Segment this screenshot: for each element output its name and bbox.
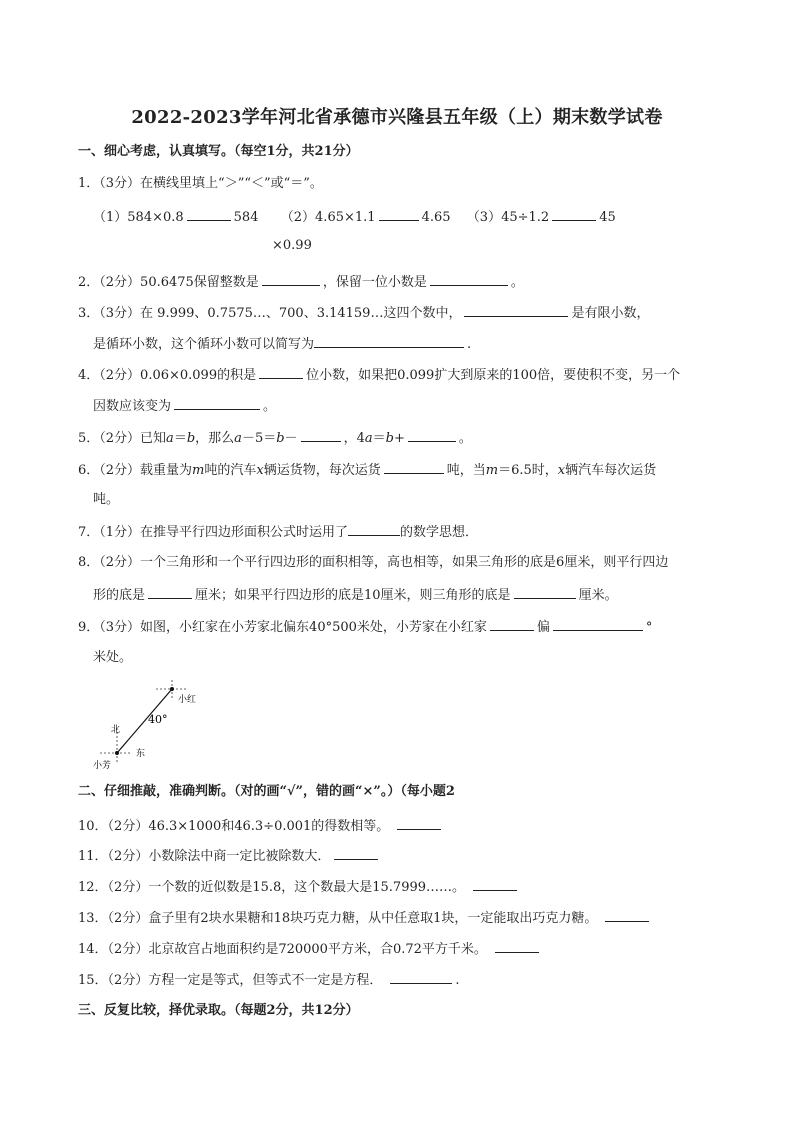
q5-var-b-3: b bbox=[385, 431, 394, 446]
q2-text-c: 。 bbox=[510, 275, 524, 290]
question-1-stem: 1．（3分）在横线里填上“＞”“＜”或“＝”。 bbox=[78, 176, 323, 191]
question-1-parts bbox=[93, 206, 616, 228]
q11-blank[interactable] bbox=[334, 845, 378, 860]
q5-text-b: ＝ bbox=[173, 431, 187, 446]
q6-var-m-2: m bbox=[485, 463, 499, 478]
q6-text-a: 6．（2分）载重量为 bbox=[78, 463, 193, 478]
q6-var-x-2: x bbox=[557, 463, 566, 478]
question-7 bbox=[78, 521, 478, 543]
q1-part2-blank[interactable] bbox=[379, 206, 419, 221]
q3-text-c: 是循环小数，这个循环小数可以简写为 bbox=[93, 337, 315, 352]
q9-text-c: ° bbox=[645, 620, 653, 635]
q6-text-c: 辆运货物，每次运货 bbox=[263, 463, 381, 478]
q1-part2-left: （2）4.65×1.1 bbox=[280, 210, 376, 225]
xiaohong-point bbox=[170, 687, 174, 691]
q1-part1-left: （1）584×0.8 bbox=[93, 210, 184, 225]
q4-text-d: 。 bbox=[263, 399, 277, 414]
q11-text: 11．（2分）小数除法中商一定比被除数大． bbox=[78, 849, 331, 864]
q3-text-d: . bbox=[467, 337, 472, 352]
q2-blank-1[interactable] bbox=[262, 271, 320, 286]
q3-text-b: 是有限小数， bbox=[571, 306, 650, 321]
q15-blank[interactable] bbox=[390, 969, 452, 984]
q7-blank[interactable] bbox=[348, 521, 400, 536]
q12-text: 12．（2分）一个数的近似数是15.8，这个数最大是15.7999……。 bbox=[78, 880, 466, 895]
q9-text-a: 9．（3分）如图，小红家在小芳家北偏东40°500米处，小芳家在小红家 bbox=[78, 620, 487, 635]
q8-text-c: 厘米；如果平行四边形的底是10厘米，则三角形的底是 bbox=[195, 588, 511, 603]
q4-text-c: 因数应该变为 bbox=[93, 399, 172, 414]
q14-blank[interactable] bbox=[495, 938, 539, 953]
label-east: 东 bbox=[136, 749, 146, 759]
q2-blank-2[interactable] bbox=[430, 271, 508, 286]
q1-part2-right: 4.65 bbox=[421, 210, 451, 225]
label-xiaohong: 小红 bbox=[178, 695, 197, 705]
q6-var-x: x bbox=[256, 463, 264, 478]
question-4-line-1 bbox=[78, 364, 680, 386]
q4-blank-1[interactable] bbox=[259, 364, 303, 379]
question-6-line-2: 吨。 bbox=[93, 492, 120, 507]
q6-text-b: 吨的汽车 bbox=[204, 463, 257, 478]
question-9-line-1 bbox=[78, 616, 652, 638]
q1-part3-right: 45 bbox=[599, 210, 616, 225]
q5-text-a: 5．（2分）已知 bbox=[78, 431, 167, 446]
q3-blank-2[interactable] bbox=[314, 333, 464, 348]
question-4-line-2 bbox=[93, 395, 276, 417]
label-north: 北 bbox=[111, 725, 121, 735]
q5-var-a: a bbox=[166, 431, 174, 446]
q8-text-b: 形的底是 bbox=[93, 588, 146, 603]
q5-text-e: － bbox=[284, 431, 298, 446]
section-1-heading: 一、细心考虑，认真填写。（每空1分，共21分） bbox=[78, 144, 359, 159]
q5-text-f: ，4 bbox=[343, 431, 365, 446]
question-3-line-2 bbox=[93, 333, 471, 355]
xiaofang-point bbox=[115, 751, 119, 755]
question-15 bbox=[78, 969, 459, 991]
q5-var-b-2: b bbox=[276, 431, 285, 446]
q5-blank-2[interactable] bbox=[408, 427, 456, 442]
label-xiaofang: 小芳 bbox=[93, 761, 112, 771]
q5-text-d: －5＝ bbox=[241, 431, 277, 446]
question-6-line-1 bbox=[78, 459, 656, 481]
q8-blank-2[interactable] bbox=[514, 584, 576, 599]
q9-blank-2[interactable] bbox=[553, 616, 643, 631]
q7-text-b: 的数学思想． bbox=[400, 525, 479, 540]
q8-blank-1[interactable] bbox=[148, 584, 192, 599]
q6-blank-1[interactable] bbox=[384, 459, 444, 474]
q5-text-g: ＝ bbox=[372, 431, 386, 446]
q9-text-b: 偏 bbox=[536, 620, 550, 635]
direction-diagram bbox=[90, 680, 210, 772]
q1-part1-blank[interactable] bbox=[187, 206, 231, 221]
q4-blank-2[interactable] bbox=[174, 395, 260, 410]
q3-blank-1[interactable] bbox=[464, 302, 568, 317]
q15-text: 15．（2分）方程一定是等式，但等式不一定是方程． bbox=[78, 973, 383, 988]
q6-text-f: 辆汽车每次运货 bbox=[565, 463, 657, 478]
question-3-line-1 bbox=[78, 302, 649, 324]
q6-text-d: 吨，当 bbox=[446, 463, 486, 478]
q5-var-a-3: a bbox=[364, 431, 373, 446]
q2-text-b: ，保留一位小数是 bbox=[322, 275, 427, 290]
q5-text-c: ，那么 bbox=[195, 431, 235, 446]
section-3-heading: 三、反复比较，择优录取。（每题2分，共12分） bbox=[78, 1003, 359, 1018]
q6-text-e: ＝6.5时， bbox=[498, 463, 558, 478]
q4-text-a: 4．（2分）0.06×0.099的积是 bbox=[78, 368, 257, 383]
question-8-line-1: 8．（2分）一个三角形和一个平行四边形的面积相等，高也相等，如果三角形的底是6厘米，则平行四边 bbox=[78, 555, 669, 570]
q5-blank-1[interactable] bbox=[301, 427, 341, 442]
q4-text-b: 位小数，如果把0.099扩大到原来的100倍，要使积不变，另一个 bbox=[306, 368, 681, 383]
q10-text: 10．（2分）46.3×1000和46.3÷0.001的得数相等。 bbox=[78, 819, 390, 834]
question-8-line-2 bbox=[93, 584, 618, 606]
q7-text-a: 7．（1分）在推导平行四边形面积公式时运用了 bbox=[78, 525, 349, 540]
q5-var-b: b bbox=[186, 431, 196, 446]
question-10 bbox=[78, 815, 444, 837]
question-9-line-2: 米处。 bbox=[93, 650, 133, 665]
q1-part3-blank[interactable] bbox=[552, 206, 596, 221]
question-2 bbox=[78, 271, 524, 293]
q3-text-a: 3．（3分）在 9.999、0.7575…、700、3.14159…这四个数中， bbox=[78, 306, 462, 321]
q10-blank[interactable] bbox=[397, 815, 441, 830]
q8-text-d: 厘米。 bbox=[578, 588, 618, 603]
q1-part2-continuation: ×0.99 bbox=[272, 238, 312, 253]
q1-part3-left: （3）45÷1.2 bbox=[466, 210, 550, 225]
q5-text-i: 。 bbox=[458, 431, 472, 446]
q5-var-a-2: a bbox=[234, 431, 242, 446]
q1-part1-right: 584 bbox=[233, 210, 259, 225]
q14-text: 14．（2分）北京故宫占地面积约是720000平方米，合0.72平方千米。 bbox=[78, 942, 487, 957]
q9-blank-1[interactable] bbox=[490, 616, 534, 631]
q2-text-a: 2．（2分）50.6475保留整数是 bbox=[78, 275, 259, 290]
q13-text: 13．（2分）盒子里有2块水果糖和18块巧克力糖，从中任意取1块，一定能取出巧克力糖。 bbox=[78, 911, 598, 926]
q12-blank[interactable] bbox=[473, 876, 517, 891]
q5-text-h: + bbox=[393, 431, 405, 446]
question-12 bbox=[78, 876, 520, 898]
question-13 bbox=[78, 907, 652, 929]
label-angle: 40° bbox=[148, 713, 168, 726]
q15-end: . bbox=[455, 973, 460, 988]
question-11 bbox=[78, 845, 381, 867]
exam-title: 2022-2023学年河北省承德市兴隆县五年级（上）期末数学试卷 bbox=[131, 107, 663, 128]
q6-var-m: m bbox=[192, 463, 205, 478]
q13-blank[interactable] bbox=[605, 907, 649, 922]
question-14 bbox=[78, 938, 542, 960]
question-5 bbox=[78, 427, 472, 449]
section-2-heading: 二、仔细推敲，准确判断。（对的画“√”，错的画“×”。）（每小题2 bbox=[78, 784, 455, 799]
